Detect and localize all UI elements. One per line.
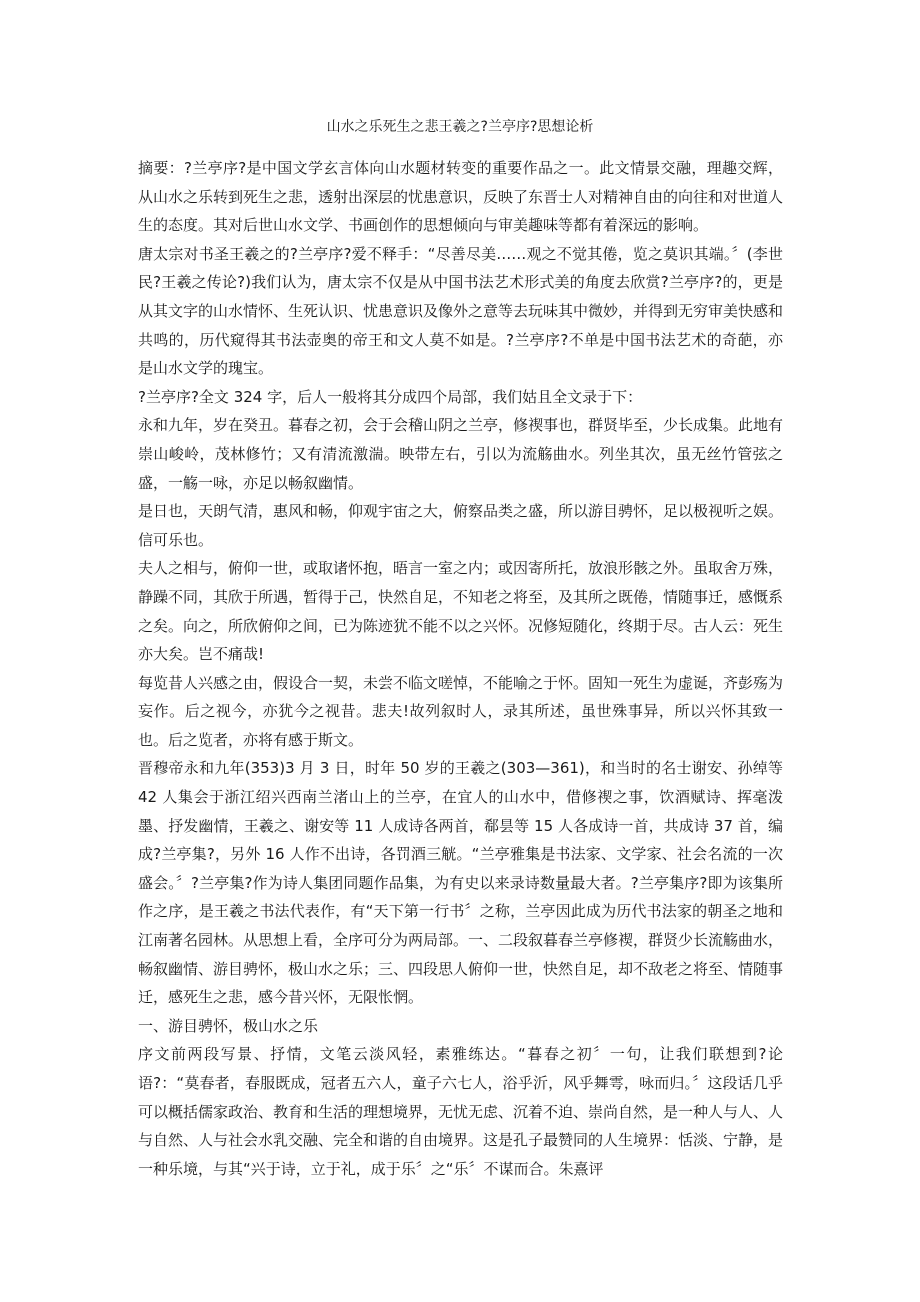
body-paragraph: 晋穆帝永和九年(353)3 月 3 日，时年 50 岁的王羲之(303—361)，和当时的名士谢安、孙绰等 42 人集会于浙江绍兴西南兰渚山上的兰亭，在宜人的山水中，借修禊之事，饮酒赋诗、挥毫泼墨、抒发幽情，王羲之、谢安等 11 人成诗各两首，郗昙等 15 人各成诗一首，共成诗 37 首，编成?兰亭集?，另外 16 人作不出诗，各罚酒三觥。“兰亭雅集是书法家、文学家、社会名流的一次盛会。〞?兰亭集?作为诗人集团同题作品集，为有史以来录诗数量最大者。?兰亭集序?即为该集所作之序，是王羲之书法代表作，有“天下第一行书〞之称，兰亭因此成为历代书法家的朝圣之地和江南著名园林。从思想上看，全序可分为两局部。一、二段叙暮春兰亭修褉，群贤少长流觞曲水，畅叙幽情、游目骋怀，极山水之乐；三、四段思人俯仰一世，快然自足，却不敌老之将至、情随事迁，感死生之悲，感今昔兴怀，无限怅惘。 <box>138 759 784 1007</box>
body-paragraph: 序文前两段写景、抒情，文笔云淡风轻，素雅练达。“暮春之初〞一句，让我们联想到?论语?：“莫春者，春服既成，冠者五六人，童子六七人，浴乎沂，风乎舞雩，咏而归。〞这段话几乎可以概括儒家政治、教育和生活的理想境界，无忧无虑、沉着不迫、崇尚自然，是一种人与人、人与自然、人与社会水乳交融、完全和谐的自由境界。这是孔子最赞同的人生境界：恬淡、宁静，是一种乐境，与其“兴于诗，立于礼，成于乐〞之“乐〞不谋而合。朱熹评 <box>138 1045 784 1178</box>
quoted-paragraph: 每览昔人兴感之由，假设合一契，未尝不临文嗟悼，不能喻之于怀。固知一死生为虚诞，齐彭殇为妄作。后之视今，亦犹今之视昔。悲夫!故列叙时人，录其所述，虽世殊事异，所以兴怀其致一也。后之览者，亦将有感于斯文。 <box>138 673 784 749</box>
body-paragraph: 唐太宗对书圣王羲之的?兰亭序?爱不释手：“尽善尽美……观之不觉其倦，览之莫识其端。〞(李世民?王羲之传论?)我们认为，唐太宗不仅是从中国书法艺术形式美的角度去欣赏?兰亭序?的，更是从其文字的山水情怀、生死认识、忧患意识及像外之意等去玩味其中微妙，并得到无穷审美快感和共鸣的，历代窥得其书法壶奥的帝王和文人莫不如是。?兰亭序?不单是中国书法艺术的奇葩，亦是山水文学的瑰宝。 <box>138 244 784 378</box>
document-body <box>138 154 783 1183</box>
quoted-paragraph: 永和九年，岁在癸丑。暮春之初，会于会稽山阴之兰亭，修禊事也，群贤毕至，少长成集。此地有崇山峻岭，茂林修竹；又有清流激湍。映带左右，引以为流觞曲水。列坐其次，虽无丝竹管弦之盛，一觞一咏，亦足以畅叙幽情。 <box>138 416 784 492</box>
quoted-paragraph: 是日也，天朗气清，惠风和畅，仰观宇宙之大，俯察品类之盛，所以游目骋怀，足以极视听之娱。信可乐也。 <box>138 502 784 549</box>
section-heading: 一、游目骋怀，极山水之乐 <box>138 1016 319 1035</box>
body-paragraph: ?兰亭序?全文 324 字，后人一般将其分成四个局部，我们姑且全文录于下： <box>138 387 643 406</box>
quoted-paragraph: 夫人之相与，俯仰一世，或取诸怀抱，晤言一室之内；或因寄所托，放浪形骸之外。虽取舍万殊，静躁不同，其欣于所遇，暂得于己，快然自足，不知老之将至，及其所之既倦，情随事迁，感慨系之矣。向之，所欣俯仰之间，已为陈迹犹不能不以之兴怀。况修短随化，终期于尽。古人云：死生亦大矣。岂不痛哉! <box>138 559 784 664</box>
document-title: 山水之乐死生之悲王羲之?兰亭序?思想论析 <box>326 119 594 135</box>
abstract-paragraph: 摘要：?兰亭序?是中国文学玄言体向山水题材转变的重要作品之一。此文情景交融，理趣交辉，从山水之乐转到死生之悲，透射出深层的忧患意识，反映了东晋士人对精神自由的向往和对世道人生的态度。其对后世山水文学、书画创作的思想倾向与审美趣味等都有着深远的影响。 <box>138 159 784 235</box>
